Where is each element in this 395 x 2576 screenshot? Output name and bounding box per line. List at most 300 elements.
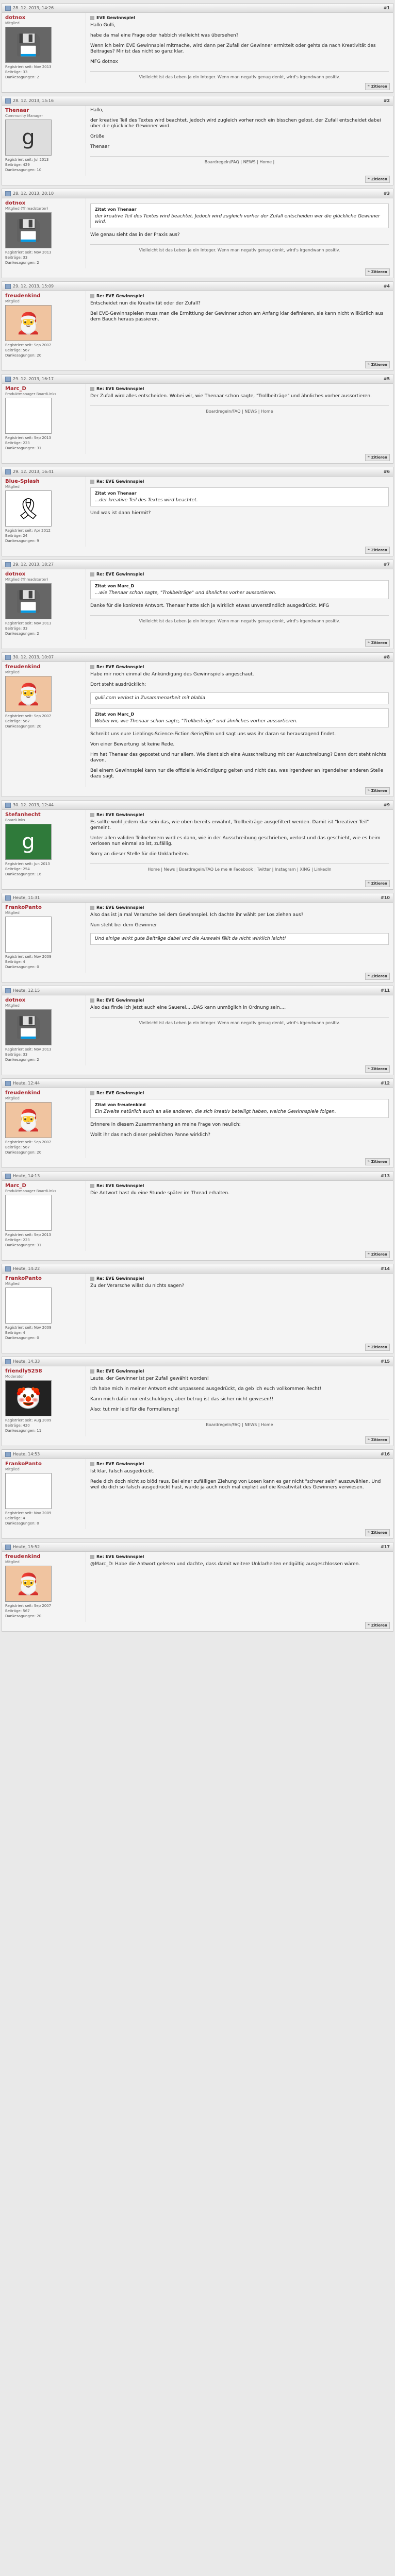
message-content xyxy=(86,477,393,547)
quote-author[interactable]: Marc_D xyxy=(117,712,135,717)
post-number[interactable]: #7 xyxy=(383,562,390,567)
post-title-icon xyxy=(90,1369,94,1374)
user-posts: Beiträge: 429 xyxy=(5,163,30,167)
post-title-row xyxy=(90,664,389,670)
user-registered: Registriert seit: Nov 2013 xyxy=(5,65,52,69)
avatar[interactable] xyxy=(5,1195,52,1231)
quote-button-label: Zitieren xyxy=(371,1160,387,1164)
post-date-group xyxy=(5,1452,40,1457)
avatar[interactable]: 🎅 xyxy=(5,1102,52,1138)
post-icon xyxy=(5,1359,11,1364)
paragraph: Thenaar xyxy=(90,144,110,149)
user-info xyxy=(2,995,86,1065)
post-header xyxy=(2,560,393,569)
user-info xyxy=(2,1181,86,1251)
quote-button[interactable] xyxy=(365,1622,390,1629)
post-title-icon xyxy=(90,1555,94,1559)
post-body xyxy=(2,1552,393,1622)
post-number[interactable]: #4 xyxy=(383,284,390,289)
post-footer xyxy=(2,361,393,370)
username[interactable]: dotnox xyxy=(5,997,26,1003)
post-icon xyxy=(5,895,11,901)
post-title: Re: EVE Gewinnspiel xyxy=(96,998,144,1003)
post-body xyxy=(2,1459,393,1529)
post-icon xyxy=(5,1174,11,1179)
quote-button[interactable] xyxy=(365,454,390,461)
username[interactable]: FrankoPanto xyxy=(5,1461,42,1467)
post-date: 29. 12. 2013, 16:17 xyxy=(13,377,54,381)
user-info xyxy=(2,662,86,787)
quote-box xyxy=(90,933,389,945)
quote-block xyxy=(90,1099,389,1118)
post-title-icon xyxy=(90,813,94,817)
quote-text: Wobei wir, wie Thenaar schon sagte, "Trollbeiträge" und ähnliches vorher aussortieren. xyxy=(95,719,298,724)
avatar[interactable]: 🎅 xyxy=(5,305,52,341)
post-date: 29. 12. 2013, 16:41 xyxy=(13,469,54,474)
post-header xyxy=(2,282,393,291)
post-title: Re: EVE Gewinnspiel xyxy=(96,572,144,577)
user-thanks: Dankesagungen: 20 xyxy=(5,353,42,358)
avatar[interactable] xyxy=(5,398,52,434)
quote-button-label: Zitieren xyxy=(371,84,387,89)
username[interactable]: dotnox xyxy=(5,15,26,21)
signature[interactable]: Vielleicht ist das Leben ja ein Integer. Wenn man negativ genug denkt, wird's irgendwann positiv. xyxy=(90,1017,389,1026)
post-body xyxy=(2,1274,393,1344)
user-info xyxy=(2,1366,86,1436)
paragraph: Wie genau sieht das in der Praxis aus? xyxy=(90,232,180,238)
user-registered: Registriert seit: Sep 2007 xyxy=(5,343,52,347)
post-number[interactable]: #6 xyxy=(383,469,390,474)
post-date: Heute, 14:53 xyxy=(13,1452,40,1456)
post-title: Re: EVE Gewinnspiel xyxy=(96,905,144,910)
post-footer xyxy=(2,973,393,982)
quote-icon: ❝ xyxy=(367,548,370,552)
post-footer xyxy=(2,787,393,796)
post-header xyxy=(2,189,393,198)
post-footer xyxy=(2,1251,393,1260)
quote-button-label: Zitieren xyxy=(371,882,387,886)
post-date-group xyxy=(5,1081,40,1086)
user-registered: Registriert seit: Sep 2007 xyxy=(5,714,52,718)
avatar[interactable]: 🎅 xyxy=(5,1566,52,1602)
quote-button[interactable] xyxy=(365,1436,390,1444)
quote-button[interactable] xyxy=(365,880,390,887)
user-posts: Beiträge: 254 xyxy=(5,867,30,871)
username[interactable]: Thenaar xyxy=(5,108,29,113)
post-title: Re: EVE Gewinnspiel xyxy=(96,294,144,298)
username[interactable]: freudenkind xyxy=(5,664,41,670)
username[interactable]: FrankoPanto xyxy=(5,1276,42,1281)
post-date: 30. 12. 2013, 10:07 xyxy=(13,655,54,659)
quote-button[interactable] xyxy=(365,268,390,276)
post-date: Heute, 12:15 xyxy=(13,988,40,993)
post-footer xyxy=(2,880,393,889)
quote-label: Zitat von xyxy=(95,1103,116,1107)
avatar[interactable]: 🤡 xyxy=(5,1380,52,1416)
post xyxy=(2,800,393,890)
paragraph: Der Zufall wird alles entscheiden. Wobei wir, wie Thenaar schon sagte, "Trollbeiträge" und ähnliches vorher aussortieren. xyxy=(90,394,372,399)
post-number[interactable]: #12 xyxy=(381,1081,390,1086)
post-number[interactable]: #8 xyxy=(383,655,390,659)
quote-button-label: Zitieren xyxy=(371,548,387,552)
user-thanks: Dankesagungen: 20 xyxy=(5,1150,42,1155)
quote-button[interactable] xyxy=(365,1529,390,1536)
quote-button-label: Zitieren xyxy=(371,177,387,181)
post-date-group xyxy=(5,1545,40,1550)
post-number[interactable]: #9 xyxy=(383,803,390,807)
user-posts: Beiträge: 223 xyxy=(5,1238,30,1242)
avatar[interactable]: g xyxy=(5,120,52,156)
avatar[interactable]: 🎗 xyxy=(5,490,52,527)
post-number[interactable]: #3 xyxy=(383,191,390,196)
user-registered: Registriert seit: Sep 2013 xyxy=(5,1233,52,1237)
signature[interactable]: Vielleicht ist das Leben ja ein Integer. Wenn man negativ genug denkt, wird's irgendwann positiv. xyxy=(90,244,389,253)
post-header xyxy=(2,801,393,810)
user-thanks: Dankesagungen: 31 xyxy=(5,1243,42,1247)
post-title: Re: EVE Gewinnspiel xyxy=(96,1462,144,1466)
post-header xyxy=(2,375,393,384)
signature[interactable]: Home | News | Boardregeln/FAQ Le me ⊕ Facebook | Twitter | Instagram | XING | LinkedIn xyxy=(90,863,389,872)
post-body xyxy=(2,198,393,268)
post-date-group xyxy=(5,377,54,382)
user-posts: Beiträge: 567 xyxy=(5,719,30,723)
post xyxy=(2,281,393,371)
quote-button-label: Zitieren xyxy=(371,1252,387,1257)
user-rank: Mitglied (Threadstarter) xyxy=(5,207,48,211)
quote-button-label: Zitieren xyxy=(371,1623,387,1628)
post-date: 28. 12. 2013, 20:10 xyxy=(13,191,54,196)
quote-author[interactable]: freudenkind xyxy=(117,1103,146,1107)
user-thanks: Dankesagungen: 2 xyxy=(5,75,39,79)
user-info xyxy=(2,569,86,639)
post xyxy=(2,560,393,649)
user-rank: Mitglied xyxy=(5,1096,20,1100)
username[interactable]: dotnox xyxy=(5,200,26,206)
username[interactable]: FrankoPanto xyxy=(5,905,42,910)
signature[interactable]: Vielleicht ist das Leben ja ein Integer. Wenn man negativ genug denkt, wird's irgendwann positiv. xyxy=(90,615,389,624)
quote-button[interactable] xyxy=(365,361,390,368)
post-title-icon xyxy=(90,480,94,484)
post-title-icon xyxy=(90,387,94,391)
user-thanks: Dankesagungen: 20 xyxy=(5,1614,42,1618)
post-header xyxy=(2,1172,393,1181)
avatar[interactable]: 💾 xyxy=(5,27,52,63)
message-content xyxy=(86,106,393,176)
post-number[interactable]: #11 xyxy=(381,988,390,993)
quote-icon: ❝ xyxy=(367,1438,370,1442)
quote-icon: ❝ xyxy=(367,1160,370,1164)
user-thanks: Dankesagungen: 2 xyxy=(5,1058,39,1062)
user-thanks: Dankesagungen: 9 xyxy=(5,539,39,543)
quote-button[interactable] xyxy=(365,547,390,554)
post-title: Re: EVE Gewinnspiel xyxy=(96,812,144,817)
post-body xyxy=(2,1366,393,1436)
user-info xyxy=(2,810,86,880)
avatar[interactable] xyxy=(5,1473,52,1509)
post-number[interactable]: #1 xyxy=(383,6,390,10)
message-text xyxy=(90,1562,389,1567)
message-content xyxy=(86,903,393,973)
user-rank: Mitglied xyxy=(5,1004,20,1008)
post-icon xyxy=(5,1266,11,1272)
message-content xyxy=(86,384,393,454)
quote-button-label: Zitieren xyxy=(371,363,387,367)
post xyxy=(2,986,393,1075)
quote-author[interactable]: Thenaar xyxy=(117,207,137,212)
user-rank: Produktmanager BoardLinks xyxy=(5,392,57,396)
post-date-group xyxy=(5,98,54,104)
message-text xyxy=(90,1283,389,1289)
message-text xyxy=(90,1191,389,1196)
paragraph: Kann mich dafür nur entschuldigen, aber betrug ist das sicher nicht gewesen!! xyxy=(90,1397,274,1402)
post-header xyxy=(2,1264,393,1274)
quote-icon: ❝ xyxy=(367,84,370,89)
user-thanks: Dankesagungen: 0 xyxy=(5,1336,39,1340)
avatar[interactable] xyxy=(5,917,52,953)
signature[interactable]: Boardregeln/FAQ | NEWS | Home xyxy=(90,1419,389,1428)
quote-header xyxy=(95,711,384,717)
user-info xyxy=(2,477,86,547)
quote-button[interactable] xyxy=(365,973,390,980)
paragraph: Ist klar, falsch ausgedrückt. xyxy=(90,1469,155,1474)
paragraph: Wenn ich beim EVE Gewinnspiel mitmache, wird dann per Zufall der Gewinner ermittelt oder gehts da nach Kreativität des Beitrages? Mir ist das nicht so ganz klar. xyxy=(90,43,376,54)
paragraph: Entscheidet nun die Kreativität oder der Zufall? xyxy=(90,301,201,306)
quote-icon: ❝ xyxy=(367,270,370,274)
post-title-row xyxy=(90,997,389,1003)
post-number[interactable]: #5 xyxy=(383,377,390,381)
post-footer xyxy=(2,1529,393,1538)
username[interactable]: dotnox xyxy=(5,571,26,577)
post-title-row xyxy=(90,15,389,21)
user-thanks: Dankesagungen: 11 xyxy=(5,1429,42,1433)
post xyxy=(2,1171,393,1261)
quote-label: Zitat von xyxy=(95,207,116,212)
paragraph: Dort steht ausdrücklich: xyxy=(90,682,146,687)
paragraph: Rede dich doch nicht so blöd raus. Bei einer zufälligen Ziehung von Losen kann es gar nicht "schwer sein" auszuwählen. Und weil du dich so falsch ausgedrückt hast, wurde ja auch noch mal explizit auf die Kreativität des Gewinners verwiesen. xyxy=(90,1479,381,1490)
post-icon xyxy=(5,469,11,474)
user-rank: Mitglied xyxy=(5,911,20,915)
post-number[interactable]: #15 xyxy=(381,1359,390,1364)
post-date-group xyxy=(5,895,40,901)
post-title-icon xyxy=(90,572,94,577)
signature[interactable]: Boardregeln/FAQ | NEWS | Home xyxy=(90,405,389,414)
user-rank: Produktmanager BoardLinks xyxy=(5,1189,57,1193)
post-body xyxy=(2,13,393,83)
paragraph: Grüße xyxy=(90,134,105,139)
paragraph: Habe mir noch einmal die Ankündigung des Gewinnspiels angeschaut. xyxy=(90,672,254,677)
user-posts: Beiträge: 33 xyxy=(5,70,28,74)
user-posts: Beiträge: 567 xyxy=(5,1145,30,1149)
username[interactable]: freudenkind xyxy=(5,1090,41,1096)
post-icon xyxy=(5,284,11,289)
avatar[interactable]: 💾 xyxy=(5,212,52,248)
post-number[interactable]: #10 xyxy=(381,895,390,900)
post-icon xyxy=(5,1452,11,1457)
paragraph: Und was ist dann hiermit? xyxy=(90,511,151,516)
message-content xyxy=(86,995,393,1065)
post-footer xyxy=(2,639,393,649)
post-header xyxy=(2,1357,393,1366)
post-icon xyxy=(5,803,11,808)
post xyxy=(2,652,393,797)
user-info xyxy=(2,198,86,268)
message-content xyxy=(86,810,393,880)
quote-button[interactable] xyxy=(365,176,390,183)
message-content xyxy=(86,569,393,639)
signature[interactable]: Vielleicht ist das Leben ja ein Integer. Wenn man negativ genug denkt, wird's irgendwann positiv. xyxy=(90,71,389,80)
quote-block xyxy=(90,708,389,727)
message-content xyxy=(86,1366,393,1436)
quote-icon: ❝ xyxy=(367,455,370,460)
quote-icon: ❝ xyxy=(367,1067,370,1071)
post-title: Re: EVE Gewinnspiel xyxy=(96,1183,144,1188)
quote-button[interactable] xyxy=(365,639,390,647)
paragraph: Nun steht bei dem Gewinner xyxy=(90,923,157,928)
quote-block xyxy=(90,204,389,228)
quote-block xyxy=(90,580,389,599)
post-date: Heute, 15:52 xyxy=(13,1545,40,1549)
quote-icon: ❝ xyxy=(367,882,370,886)
paragraph: Also: tut mir leid für die Formulierung! xyxy=(90,1407,179,1412)
paragraph: Ich habe mich in meiner Antwort echt unpassend ausgedrückt, da geb ich euch vollkommen Recht! xyxy=(90,1386,322,1392)
user-registered: Registriert seit: Sep 2013 xyxy=(5,436,52,440)
user-posts: Beiträge: 24 xyxy=(5,534,28,538)
user-thanks: Dankesagungen: 2 xyxy=(5,632,39,636)
thread xyxy=(2,3,393,1632)
user-registered: Registriert seit: Nov 2013 xyxy=(5,1047,52,1052)
username[interactable]: Blue-Splash xyxy=(5,479,40,484)
post-footer xyxy=(2,547,393,556)
post-date-group xyxy=(5,1266,40,1272)
post xyxy=(2,1264,393,1353)
post-number[interactable]: #16 xyxy=(381,1452,390,1456)
post-title: Re: EVE Gewinnspiel xyxy=(96,665,144,669)
quote-button-label: Zitieren xyxy=(371,455,387,460)
quote-button-label: Zitieren xyxy=(371,1345,387,1349)
username[interactable]: Marc_D xyxy=(5,386,26,392)
post-number[interactable]: #17 xyxy=(381,1545,390,1549)
post-title-icon xyxy=(90,1462,94,1466)
quote-box-text: Und einige wirkt gute Beiträge dabei und die Auswahl fällt da nicht wirklich leicht! xyxy=(95,936,286,941)
paragraph: Schreibt uns eure Lieblings-Science-Fiction-Serie/Film und sagt uns was ihr daran so herausragend findet. xyxy=(90,732,336,737)
message-text xyxy=(90,1099,389,1138)
paragraph: Sorry an dieser Stelle für die Unklarheiten. xyxy=(90,852,189,857)
post-date-group xyxy=(5,803,54,808)
post xyxy=(2,96,393,185)
quote-icon: ❝ xyxy=(367,363,370,367)
user-thanks: Dankesagungen: 0 xyxy=(5,965,39,969)
quote-button-label: Zitieren xyxy=(371,974,387,978)
username[interactable]: Stefanhecht xyxy=(5,812,41,818)
quote-author[interactable]: Thenaar xyxy=(117,491,137,496)
post-icon xyxy=(5,1545,11,1550)
user-rank: Community Manager xyxy=(5,114,43,118)
signature[interactable]: Boardregeln/FAQ | NEWS | Home | xyxy=(90,156,389,165)
post-date-group xyxy=(5,1174,40,1179)
paragraph: Von einer Bewertung ist keine Rede. xyxy=(90,742,175,747)
message-text xyxy=(90,1005,389,1011)
post-body xyxy=(2,1088,393,1158)
post-title-row xyxy=(90,812,389,818)
post-date: Heute, 11:31 xyxy=(13,895,40,900)
user-registered: Registriert seit: Nov 2013 xyxy=(5,250,52,255)
quote-label: Zitat von xyxy=(95,584,116,588)
quote-button[interactable] xyxy=(365,1344,390,1351)
username[interactable]: friendly5258 xyxy=(5,1368,42,1374)
message-text xyxy=(90,394,389,399)
post-title-row xyxy=(90,905,389,910)
post-body xyxy=(2,810,393,880)
post-icon xyxy=(5,1081,11,1086)
user-posts: Beiträge: 567 xyxy=(5,1609,30,1613)
post-number[interactable]: #2 xyxy=(383,98,390,103)
quote-button[interactable] xyxy=(365,1065,390,1073)
user-posts: Beiträge: 420 xyxy=(5,1423,30,1428)
post-date-group xyxy=(5,6,54,11)
avatar[interactable] xyxy=(5,1287,52,1324)
post-number[interactable]: #14 xyxy=(381,1266,390,1271)
avatar[interactable]: 💾 xyxy=(5,1009,52,1045)
post-title-icon xyxy=(90,998,94,1003)
quote-button[interactable] xyxy=(365,1251,390,1258)
post-footer xyxy=(2,1622,393,1631)
post-title-row xyxy=(90,479,389,484)
message-content xyxy=(86,1552,393,1622)
user-thanks: Dankesagungen: 20 xyxy=(5,724,42,728)
user-info xyxy=(2,903,86,973)
quote-label: Zitat von xyxy=(95,712,116,717)
paragraph: Also das ist ja mal Verarsche bei dem Gewinnspiel. Ich dachte ihr wählt per Los ziehen aus? xyxy=(90,912,304,918)
paragraph: Erinnere in diesem Zusammenhang an meine Frage von neulich: xyxy=(90,1122,241,1127)
post-footer xyxy=(2,454,393,463)
paragraph: Die Antwort hast du eine Stunde später im Thread erhalten. xyxy=(90,1191,230,1196)
post-header xyxy=(2,1079,393,1088)
quote-button[interactable] xyxy=(365,1158,390,1165)
quote-icon: ❝ xyxy=(367,177,370,181)
user-rank: Moderator xyxy=(5,1375,24,1379)
post-title-icon xyxy=(90,906,94,910)
quote-author[interactable]: Marc_D xyxy=(117,584,135,588)
user-posts: Beiträge: 33 xyxy=(5,626,28,631)
post-header xyxy=(2,96,393,106)
post-date-group xyxy=(5,655,54,660)
post-title-row xyxy=(90,1461,389,1467)
post-date: Heute, 14:22 xyxy=(13,1266,40,1271)
message-text xyxy=(90,487,389,516)
post-footer xyxy=(2,1344,393,1353)
post-body xyxy=(2,903,393,973)
message-content xyxy=(86,1181,393,1251)
post-number[interactable]: #13 xyxy=(381,1174,390,1178)
quote-button-label: Zitieren xyxy=(371,641,387,645)
user-posts: Beiträge: 4 xyxy=(5,1331,25,1335)
post-footer xyxy=(2,1065,393,1075)
avatar[interactable]: g xyxy=(5,824,52,860)
user-posts: Beiträge: 33 xyxy=(5,256,28,260)
quote-box xyxy=(90,692,389,704)
quote-button[interactable] xyxy=(365,83,390,90)
post-body xyxy=(2,291,393,361)
avatar[interactable]: 💾 xyxy=(5,583,52,619)
quote-text: ...wie Thenaar schon sagte, "Trollbeiträge" und ähnliches vorher aussortieren. xyxy=(95,590,277,596)
username[interactable]: Marc_D xyxy=(5,1183,26,1189)
avatar[interactable]: 🎅 xyxy=(5,676,52,712)
username[interactable]: freudenkind xyxy=(5,293,41,299)
user-thanks: Dankesagungen: 10 xyxy=(5,168,42,172)
message-text xyxy=(90,301,389,323)
quote-button[interactable] xyxy=(365,787,390,794)
username[interactable]: freudenkind xyxy=(5,1554,41,1560)
